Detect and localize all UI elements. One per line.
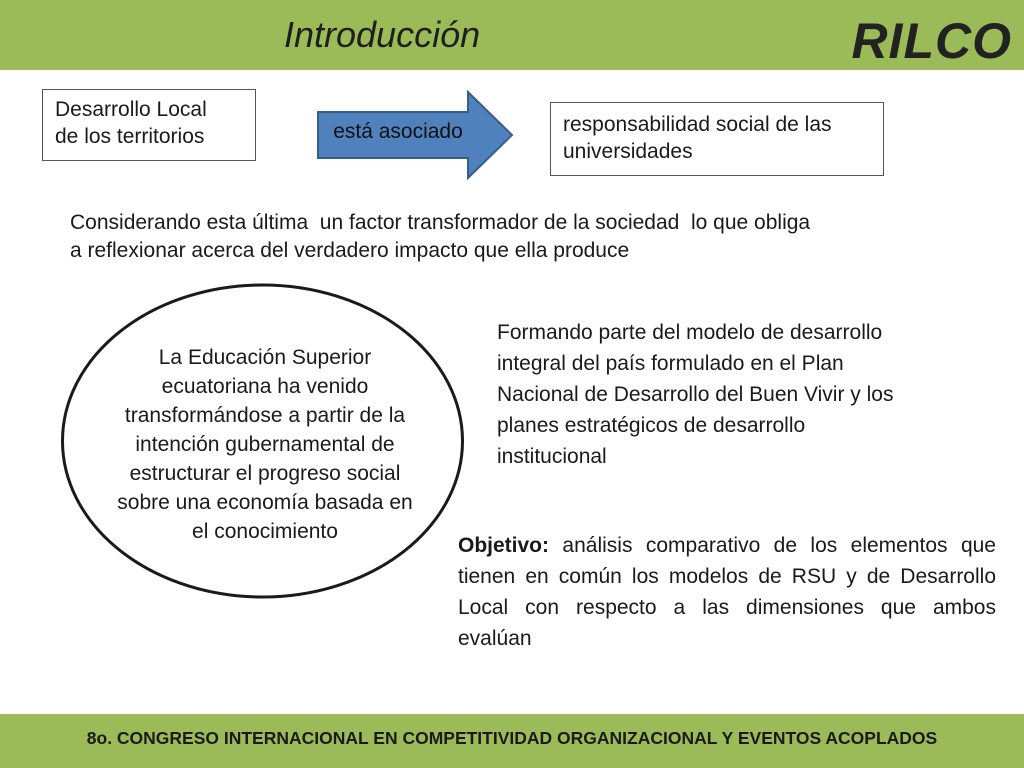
left-box-line-2: de los territorios <box>55 125 205 148</box>
side-line-4: planes estratégicos de desarrollo <box>497 414 806 437</box>
ellipse-line-5: estructurar el progreso social <box>129 462 401 485</box>
ellipse-text <box>100 343 430 546</box>
right-box-line-2: universidades <box>563 140 693 163</box>
objective-label: Objetivo: <box>458 534 550 557</box>
right-box-line-1: responsabilidad social de las <box>563 113 832 136</box>
side-line-5: institucional <box>497 445 607 468</box>
side-line-3: Nacional de Desarrollo del Buen Vivir y los <box>497 383 894 406</box>
brand-logo-text: RILCO <box>851 13 1012 69</box>
ellipse-line-3: transformándose a partir de la <box>124 404 406 427</box>
considerando-paragraph <box>70 209 970 265</box>
header-bar <box>0 0 1024 70</box>
objective-text: análisis comparativo de los elementos que tienen en común los modelos de RSU y de Desarrollo Local con respecto a las dimensiones que ambos evalúan <box>458 534 996 650</box>
ellipse-line-7: el conocimiento <box>192 520 338 543</box>
ellipse-line-4: intención gubernamental de <box>135 433 395 456</box>
slide-title: Introducción <box>284 14 481 55</box>
paragraph-line-2: a reflexionar acerca del verdadero impacto que ella produce <box>70 239 630 262</box>
side-line-2: integral del país formulado en el Plan <box>497 352 844 375</box>
desarrollo-local-box <box>42 89 256 161</box>
paragraph-line-1: Considerando esta última un factor transformador de la sociedad lo que obliga <box>70 211 811 234</box>
side-line-1: Formando parte del modelo de desarrollo <box>497 321 883 344</box>
ellipse-line-2: ecuatoriana ha venido <box>161 375 369 398</box>
footer-text: 8o. CONGRESO INTERNACIONAL EN COMPETITIVIDAD ORGANIZACIONAL Y EVENTOS ACOPLADOS <box>86 728 938 748</box>
ellipse-line-1: La Educación Superior <box>158 346 372 369</box>
footer-bar <box>0 714 1024 768</box>
objective-paragraph <box>458 530 996 654</box>
arrow-label: está asociado <box>333 120 463 143</box>
ellipse-line-6: sobre una economía basada en <box>117 491 413 514</box>
left-box-line-1: Desarrollo Local <box>55 98 207 121</box>
formando-parte-text <box>497 317 967 472</box>
responsabilidad-social-box <box>550 102 884 176</box>
